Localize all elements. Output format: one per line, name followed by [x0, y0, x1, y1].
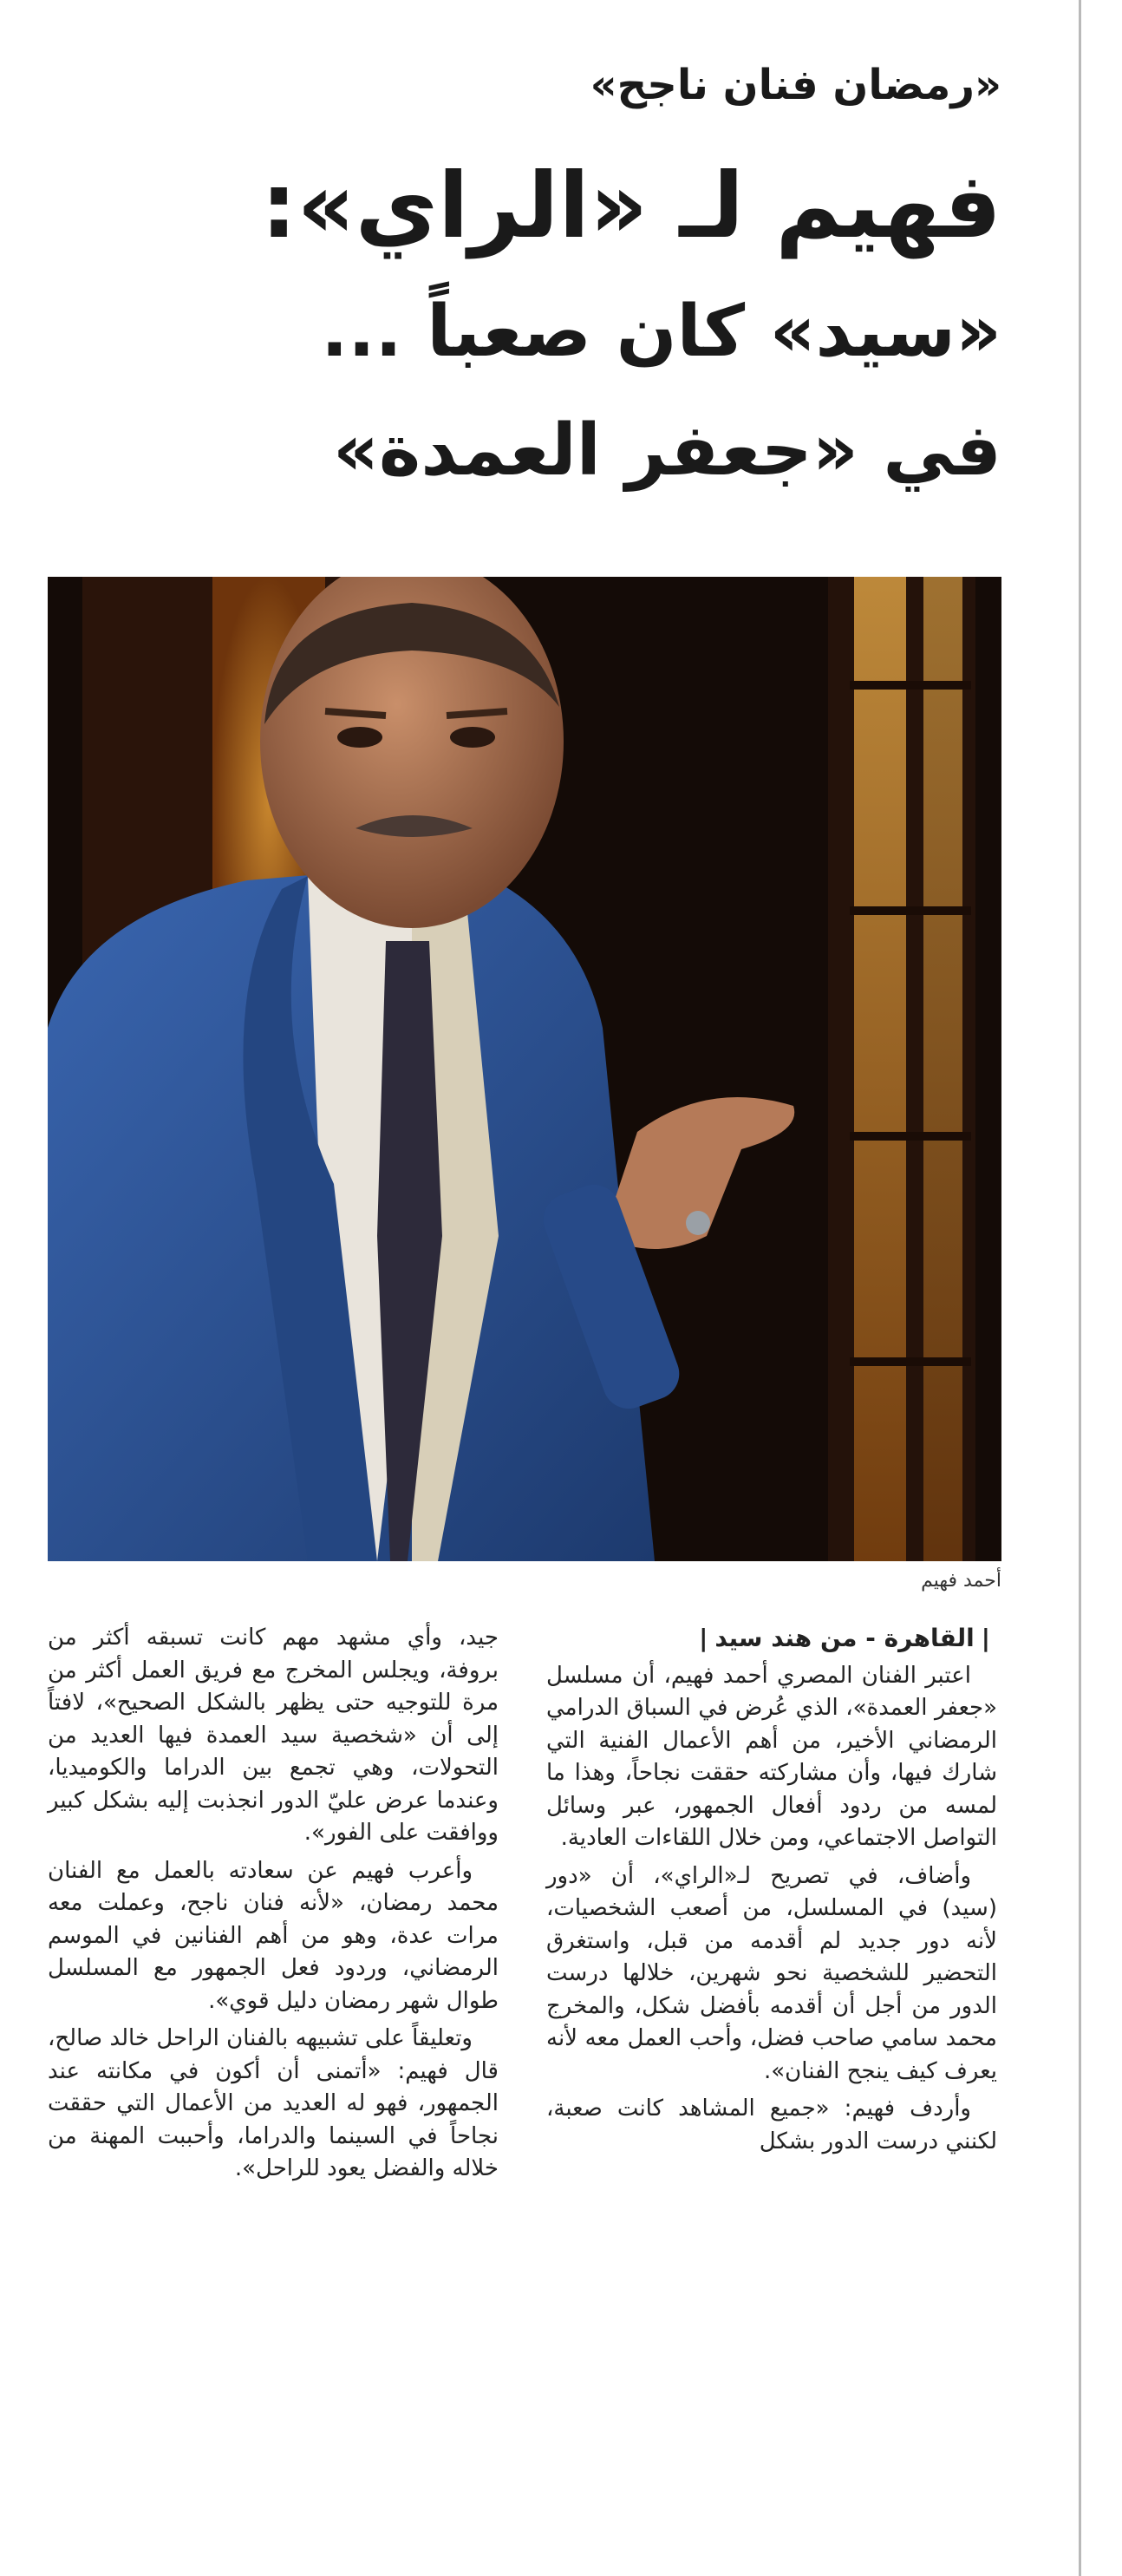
paragraph: اعتبر الفنان المصري أحمد فهيم، أن مسلسل «جعفر العمدة»، الذي عُرض في السباق الدرامي الرمضاني الأخير، من أهم الأعمال الفنية التي شارك فيها، وأن مشاركته حققت نجاحاً، وهذا ما لمسه من ردود أفعال الجمهور، عبر وسائل التواصل الاجتماعي، ومن خلال اللقاءات العادية. [546, 1662, 997, 1851]
article-kicker: «رمضان فنان ناجح» [590, 61, 1001, 109]
paragraph: وأضاف، في تصريح لـ«الراي»، أن «دور (سيد) في المسلسل، من أصعب الشخصيات، لأنه دور جديد لم أقدمه من قبل، واستغرق التحضير للشخصية نحو شهرين، خلالها درست الدور من أجل أن أقدمه بأفضل شكل، والمخرج محمد سامي صاحب فضل، وأحب العمل معه لأنه يعرف كيف ينجح الفنان». [546, 1862, 997, 2084]
byline-bar: | [981, 1624, 990, 1652]
article-title-line-2: «سيد» كان صعباً ... [321, 291, 1001, 373]
article-column-left [48, 1622, 499, 2559]
article-title-line-1: فهيم لـ «الراي»: [260, 153, 1001, 258]
paragraph: جيد، وأي مشهد مهم كانت تسبقه أكثر من بروفة، ويجلس المخرج مع فريق العمل أكثر من مرة للتوجيه حتى يظهر بالشكل الصحيح»، لافتاً إلى أن «شخصية سيد العمدة فيها العديد من التحولات، وهي تجمع بين الدراما والكوميديا، وعندما عرض عليّ الدور انجذبت إليه بشكل كبير ووافقت على الفور». [48, 1625, 499, 1846]
article-title-line-3: في «جعفر العمدة» [332, 409, 1001, 492]
photo-caption: أحمد فهيم [921, 1570, 1001, 1592]
paragraph: وتعليقاً على تشبيهه بالفنان الراحل خالد صالح، قال فهيم: «أتمنى أن أكون في مكانته عند الجمهور، فهو له العديد من الأعمال التي حققت نجاحاً في السينما والدراما، وأحببت المهنة من خلاله والفضل يعود للراحل». [48, 2025, 499, 2181]
article-column-right [546, 1622, 997, 2559]
byline-bar: | [699, 1624, 708, 1652]
portrait-illustration [48, 577, 1001, 1561]
byline-text: القاهرة - من هند سيد [714, 1624, 975, 1652]
page-divider [1079, 0, 1081, 2576]
paragraph: وأردف فهيم: «جميع المشاهد كانت صعبة، لكنني درست الدور بشكل [546, 2095, 997, 2154]
paragraph: وأعرب فهيم عن سعادته بالعمل مع الفنان محمد رمضان، «لأنه فنان ناجح، وعملت معه مرات عدة، وهو من أهم الفنانين في الموسم الرمضاني، وردود فعل الجمهور مع المسلسل طوال شهر رمضان دليل قوي». [48, 1857, 499, 2014]
byline [546, 1622, 997, 1655]
article-photo [48, 577, 1001, 1561]
